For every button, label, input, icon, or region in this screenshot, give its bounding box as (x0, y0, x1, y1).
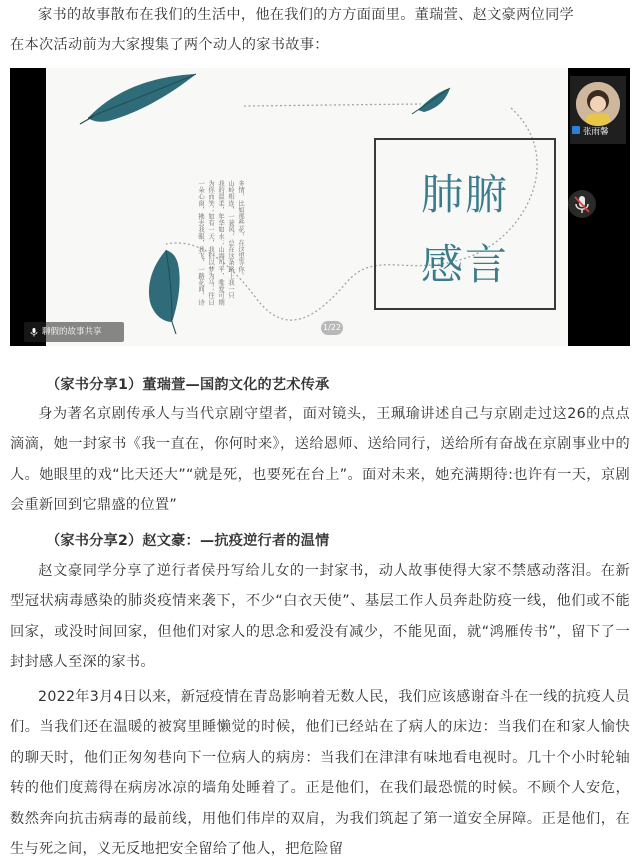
share-label-text: 聊假的故事共享 (42, 327, 102, 337)
section-2-heading: （家书分享2）赵文豪：—抗疫逆行者的温情 (46, 533, 330, 549)
section-1-paragraph: 身为著名京剧传承人与当代京剧守望者，面对镜头，王珮瑜讲述自己与京剧走过这26的点点滴滴，她一封家书《我一直在，你何时来》，送给恩师、送给同行，送给所有奋战在京剧事业中的人。她眼里的戏“比天还大”“就是死，也要死在台上”。面对未来，她充满期待:也许有一天，京剧会重新回到它鼎盛的位置” (10, 406, 630, 514)
section-1-heading: （家书分享1）董瑞萱—国韵文化的艺术传承 (46, 377, 330, 393)
intro-line-2: 在本次活动前为大家搜集了两个动人的家书故事： (10, 37, 329, 54)
mic-muted-icon (568, 190, 596, 218)
section-3-paragraph: 2022年3月4日以来，新冠疫情在青岛影响着无数人民，我们应该感谢奋斗在一线的抗疫人员们。当我们还在温暖的被窝里睡懒觉的时候，他们已经站在了病人的床边：当我们在和家人愉快的聊天时，他们正匆匆巷向下一位病人的病房：当我们在津津有味地看电视时。几十个小时轮轴转的他们度蔫得在病房冰凉的墙角处睡着了。正是他们，在我们最恐慌的时候。不顾个人安危，数然奔向抗击病毒的最前线，用他们伟岸的双肩，为我们筑起了第一道安全屏障。正是他们，在生与死之间，义无反地把安全留给了他人，把危险留 (10, 689, 630, 858)
slide-poem-column: 我的温柔，年华如水；山海可平，唯爱可期 (217, 180, 224, 306)
share-label (24, 322, 124, 342)
slide-poem-column: 多情，比如那些花，在这里等你。 (237, 180, 244, 279)
slide-area (46, 68, 568, 346)
host-badge-icon (572, 126, 580, 134)
slide-title-box (374, 138, 556, 310)
section-2-paragraph: 赵文豪同学分享了逆行者侯丹写给儿女的一封家书，动人故事使得大家不禁感动落泪。在新型冠状病毒感染的肺炎疫情来袭下，不少“白衣天使”、基层工作人员奔赴防疫一线，他们或不能回家，或没时间回家，但他们对家人的思念和爱没有减少，不能见面，就“鸿雁传书”，留下了一封封感人至深的家书。 (10, 563, 630, 671)
intro-paragraph (10, 0, 630, 61)
slide-title-line-2: 感言 (420, 240, 509, 289)
microphone-icon (29, 327, 39, 337)
participant-name: 张雨馨 (583, 127, 609, 137)
intro-line-1: 家书的故事散布在我们的生活中，他在我们的方方面面里。董瑞萱、赵文豪两位同学 (38, 7, 575, 23)
slide-page-badge: 1/22 (321, 321, 343, 335)
mute-button[interactable] (568, 190, 596, 218)
avatar (576, 82, 620, 126)
meeting-screenshot (10, 68, 630, 346)
slide-poem-column: 为你而笑；如有一天，我们以梦为马；往日 (207, 180, 214, 306)
feather-icon (80, 74, 196, 124)
avatar-image (576, 82, 620, 126)
feather-icon (149, 250, 180, 334)
feather-icon (412, 88, 450, 114)
slide-poem-column: 山岭相连，一蓑风，总在这条路上我一只 (227, 180, 234, 299)
slide-title-line-1: 肺腑 (420, 170, 509, 219)
slide-poem-column: 一朵心窗，拂去我眼，我飞，一路花间，诗 (197, 180, 204, 306)
